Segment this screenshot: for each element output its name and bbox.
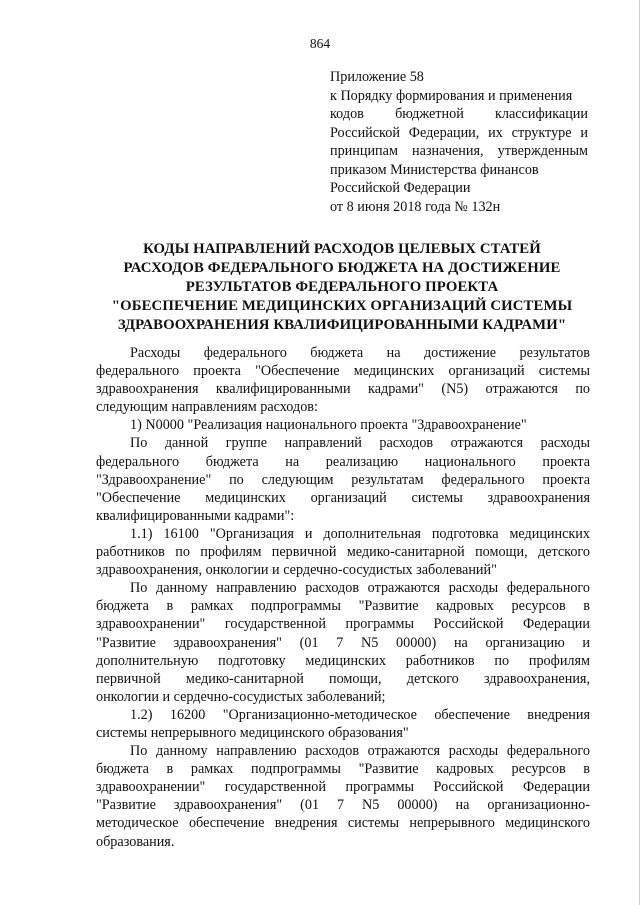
- appendix-line: Приложение 58: [330, 69, 424, 85]
- body-line: федерального проекта "Обеспечение медицинских организаций системы: [96, 363, 590, 380]
- body-line: здравоохранении" государственной программы Российской Федерации: [96, 779, 590, 796]
- appendix-line: приказом Министерства финансов: [330, 161, 539, 178]
- title-line: РАСХОДОВ ФЕДЕРАЛЬНОГО БЮДЖЕТА НА ДОСТИЖЕНИЕ: [123, 260, 561, 276]
- body-line: работников по профилям первичной медико-санитарной помощи, детского: [96, 544, 590, 561]
- body-line: здравоохранения, онкологии и сердечно-сосудистых заболеваний": [96, 562, 497, 579]
- body-line: онкологии и сердечно-сосудистых заболеваний;: [96, 688, 386, 705]
- appendix-line: к Порядку формирования и применения: [330, 87, 573, 104]
- body-line: методическое обеспечение внедрения системы непрерывного медицинского: [96, 815, 590, 832]
- body-line: дополнительную подготовку медицинских работников по профилям: [96, 652, 590, 669]
- document-body: [96, 344, 590, 851]
- title-line: ЗДРАВООХРАНЕНИЯ КВАЛИФИЦИРОВАННЫМИ КАДРАМИ": [117, 317, 567, 333]
- title-line: РЕЗУЛЬТАТОВ ФЕДЕРАЛЬНОГО ПРОЕКТА: [185, 279, 499, 295]
- title-line: КОДЫ НАПРАВЛЕНИЙ РАСХОДОВ ЦЕЛЕВЫХ СТАТЕЙ: [143, 241, 541, 257]
- appendix-line: Российской Федерации: [330, 180, 471, 196]
- appendix-line: кодов бюджетной классификации: [330, 106, 588, 122]
- body-line: федерального бюджета на реализацию национального проекта: [96, 453, 590, 470]
- body-line: "Обеспечение медицинских организаций системы здравоохранения: [96, 489, 590, 506]
- body-line: бюджета в рамках подпрограммы "Развитие кадровых ресурсов в: [96, 598, 590, 615]
- body-line: "Здравоохранение" по следующим результатам федерального проекта: [96, 471, 590, 488]
- body-line: здравоохранении" государственной программы Российской Федерации: [96, 616, 590, 633]
- body-line: "Развитие здравоохранения" (01 7 N5 00000) на организационно-: [96, 797, 590, 814]
- body-line: 1) N0000 "Реализация национального проекта "Здравоохранение": [130, 417, 527, 434]
- appendix-line: принципам назначения, утвержденным: [330, 143, 588, 159]
- body-line: следующим направлениям расходов:: [96, 399, 318, 416]
- body-line: первичной медико-санитарной помощи, детского здравоохранения,: [96, 670, 590, 687]
- body-line: "Развитие здравоохранения" (01 7 N5 00000) на организацию и: [96, 634, 590, 651]
- body-line: образования.: [96, 833, 175, 850]
- appendix-line: Российской Федерации, их структуре и: [330, 124, 588, 141]
- appendix-header: [330, 68, 588, 216]
- page-number: 864: [309, 36, 331, 51]
- appendix-line: от 8 июня 2018 года № 132н: [330, 198, 501, 215]
- document-title: [90, 240, 594, 335]
- body-line: системы непрерывного медицинского образования": [96, 724, 409, 741]
- body-line: По данному направлению расходов отражаются расходы федерального: [130, 580, 590, 597]
- body-line: 1.1) 16100 "Организация и дополнительная подготовка медицинских: [130, 525, 590, 542]
- body-line: Расходы федерального бюджета на достижение результатов: [130, 345, 590, 361]
- body-line: бюджета в рамках подпрограммы "Развитие кадровых ресурсов в: [96, 761, 590, 778]
- body-line: По данной группе направлений расходов отражаются расходы: [130, 435, 590, 452]
- body-line: 1.2) 16200 "Организационно-методическое обеспечение внедрения: [130, 706, 590, 723]
- body-line: здравоохранения квалифицированными кадрами" (N5) отражаются по: [96, 381, 590, 398]
- title-line: "ОБЕСПЕЧЕНИЕ МЕДИЦИНСКИХ ОРГАНИЗАЦИЙ СИСТЕМЫ: [111, 298, 573, 314]
- body-line: По данному направлению расходов отражаются расходы федерального: [130, 743, 590, 760]
- body-line: квалифицированными кадрами":: [96, 507, 295, 524]
